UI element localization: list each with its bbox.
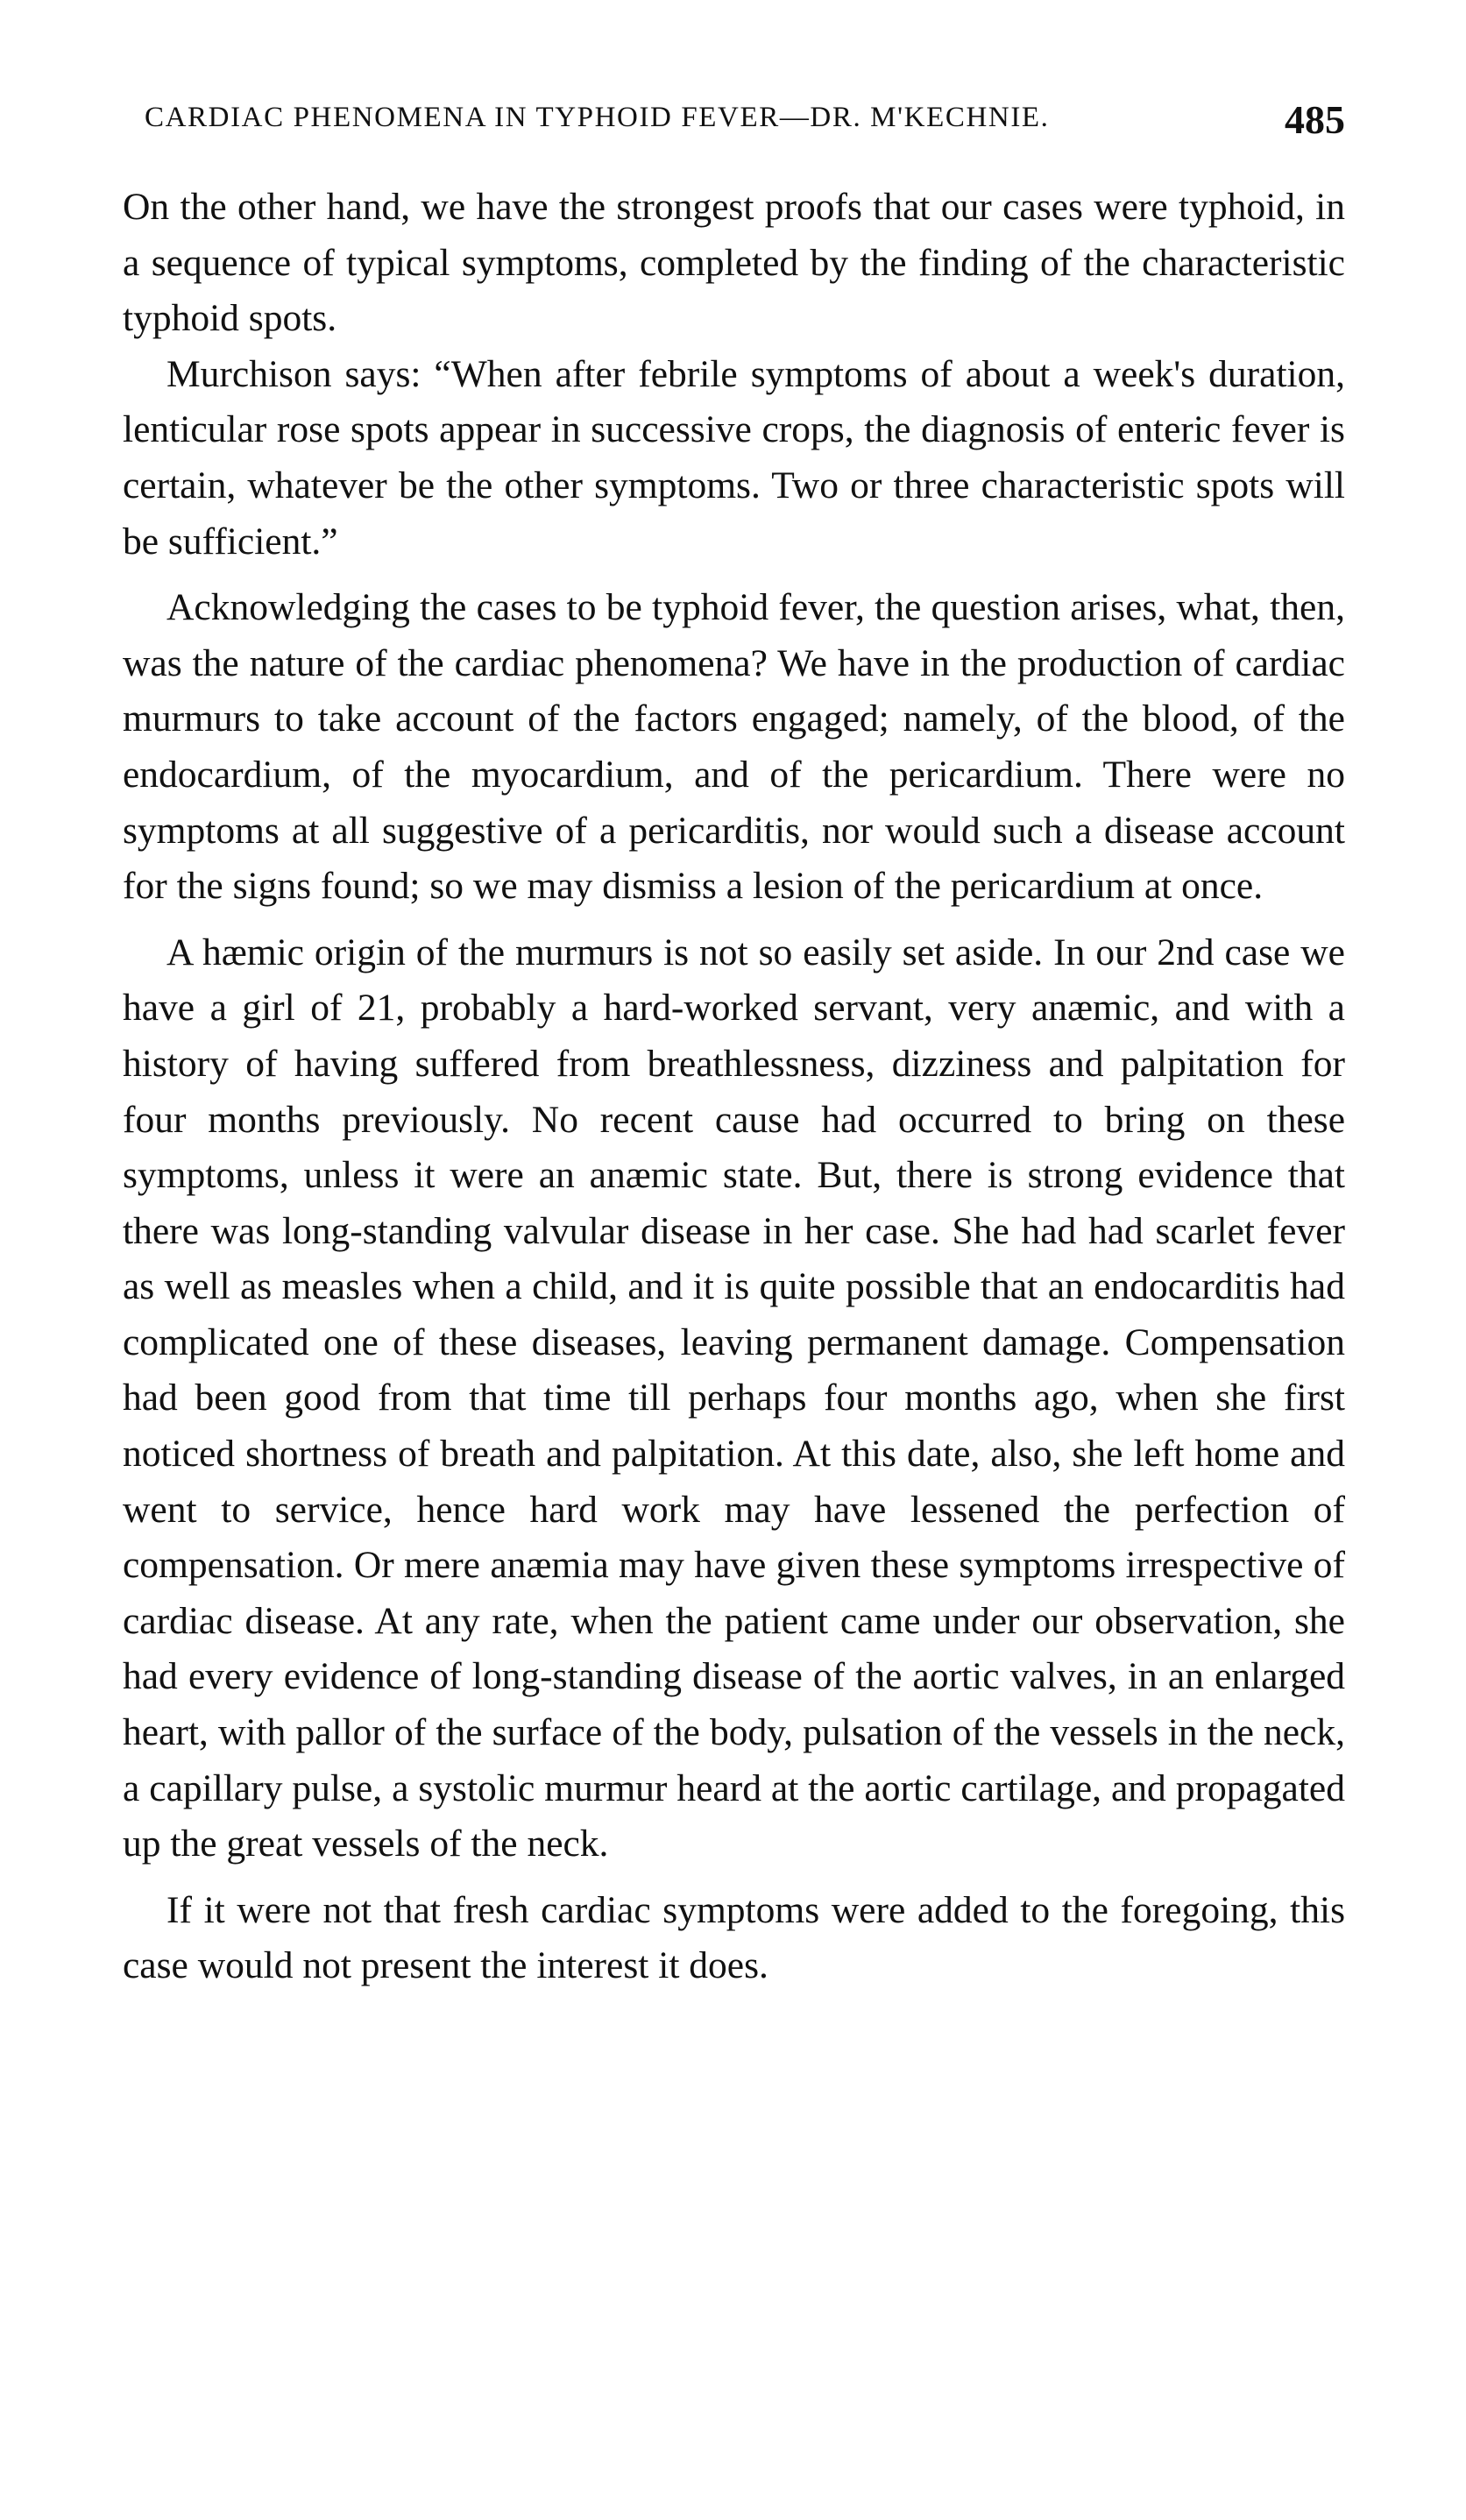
paragraph-haemic-origin: A hæmic origin of the murmurs is not so easily set aside. In our 2nd case we have a girl of 21, probably a hard-worked servant, very anæmic, and with a history of having suffered from breathlessness, dizziness and palpitation for four months previously. No recent cause had occurred to bring on these symptoms, unless it were an anæmic state. But, there is strong evidence that there was long-standing valvular disease in her case. She had had scarlet fever as well as measles when a child, and it is quite possible that an endocarditis had complicated one of these diseases, leaving permanent damage. Compensation had been good from that time till perhaps four months ago, when she first noticed shortness of breath and palpitation. At this date, also, she left home and went to service, hence hard work may have lessened the perfection of compensation. Or mere anæmia may have given these symptoms irrespective of cardiac disease. At any rate, when the patient came under our observation, she had every evidence of long-standing disease of the aortic valves, in an enlarged heart, with pallor of the surface of the body, pulsation of the vessels in the neck, a capillary pulse, a systolic murmur heard at the aortic cartilage, and propagated up the great vessels of the neck. <box>123 931 1345 1865</box>
running-head <box>145 96 1345 149</box>
running-head-title: CARDIAC PHENOMENA IN TYPHOID FEVER—DR. M'KECHNIE. <box>145 102 1050 133</box>
paragraph-fresh-symptoms: If it were not that fresh cardiac symptoms were added to the foregoing, this case would not present the interest it does. <box>123 1888 1345 1987</box>
paragraph-murchison-quote: Murchison says: “When after febrile symptoms of about a week's duration, lenticular rose spots appear in successive crops, the diagnosis of enteric fever is certain, whatever be the other symptoms. Two or three characteristic spots will be sufficient.” <box>123 352 1345 563</box>
paragraph-typhoid-proofs: On the other hand, we have the strongest proofs that our cases were typhoid, in a sequence of typical symptoms, completed by the finding of the characteristic typhoid spots. <box>123 186 1345 340</box>
page-number: 485 <box>1285 97 1345 142</box>
paragraph-cardiac-phenomena: Acknowledging the cases to be typhoid fever, the question arises, what, then, was the nature of the cardiac phenomena? We have in the production of cardiac murmurs to take account of the factors engaged; namely, of the blood, of the endocardium, of the myocardium, and of the pericardium. There were no symptoms at all suggestive of a pericarditis, nor would such a disease account for the signs found; so we may dismiss a lesion of the pericardium at once. <box>123 586 1345 908</box>
body-text <box>123 180 1345 1994</box>
